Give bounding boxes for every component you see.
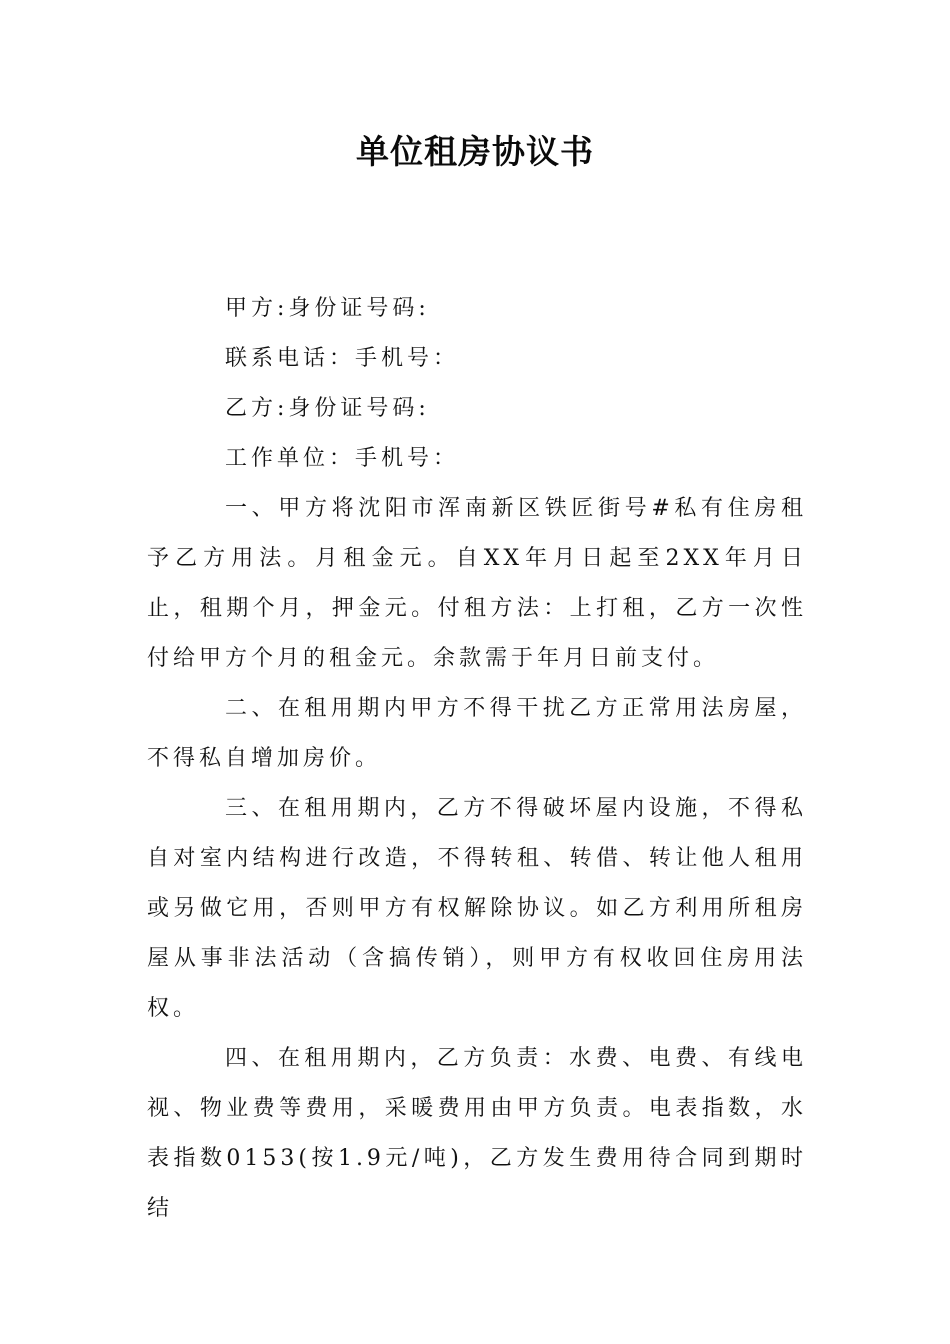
clause-1-paragraph: 一、甲方将沈阳市浑南新区铁匠街号#私有住房租予乙方用法。月租金元。自XX年月日起至2XX年月日止，租期个月，押金元。付租方法：上打租，乙方一次性付给甲方个月的租金元。余款需于年月日前支付。 xyxy=(147,496,807,671)
clause-2-paragraph: 二、在租用期内甲方不得干扰乙方正常用法房屋，不得私自增加房价。 xyxy=(147,696,807,771)
document-body xyxy=(147,284,807,1234)
clause-4-paragraph: 四、在租用期内，乙方负责：水费、电费、有线电视、物业费等费用，采暖费用由甲方负责。电表指数，水表指数0153(按1.9元/吨)，乙方发生费用待合同到期时结 xyxy=(147,1046,807,1221)
party-b-id-line: 乙方:身份证号码: xyxy=(225,396,430,421)
party-b-work-unit-line: 工作单位：手机号： xyxy=(225,446,460,471)
clause-3-paragraph: 三、在租用期内，乙方不得破坏屋内设施，不得私自对室内结构进行改造，不得转租、转借、转让他人租用或另做它用，否则甲方有权解除协议。如乙方利用所租房屋从事非法活动（含搞传销），则甲方有权收回住房用法权。 xyxy=(147,796,807,1021)
document-title: 单位租房协议书 xyxy=(356,132,594,171)
party-a-id-line: 甲方:身份证号码: xyxy=(225,296,430,321)
party-a-contact-line: 联系电话：手机号： xyxy=(225,346,460,371)
